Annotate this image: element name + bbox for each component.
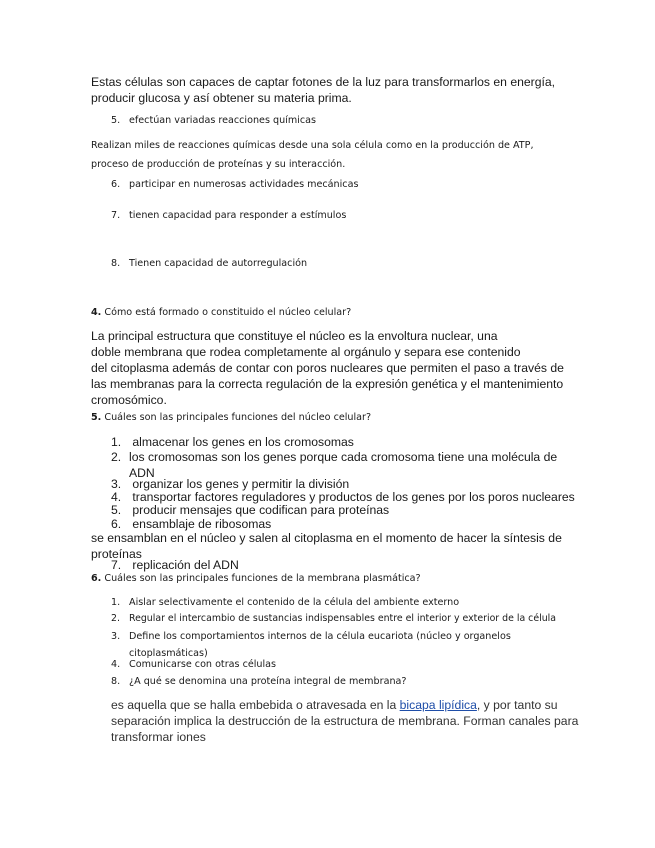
answer-line-1 (111, 697, 578, 713)
answer-line: cromosómico. (91, 393, 167, 407)
question-number: 5. (91, 412, 102, 423)
list-item-text: producir mensajes que codifican para proteínas (129, 503, 390, 517)
answer-line-3: transformar iones (111, 730, 206, 744)
list-item-text: Aislar selectivamente el contenido de la célula del ambiente externo (129, 597, 460, 608)
list-item (111, 557, 239, 573)
question-number: 4. (91, 307, 102, 318)
answer-text: , y por tanto su (476, 698, 558, 712)
list-item (111, 613, 556, 624)
list-item-number: 5. (111, 503, 122, 517)
list-item-text: replicación del ADN (129, 558, 239, 572)
intro-paragraph (91, 74, 555, 106)
list-item-number: 3. (111, 477, 122, 491)
list-item-number: 4. (111, 490, 122, 504)
answer-line-2: separación implica la destrucción de la estructura de membrana. Forman canales para (111, 714, 579, 728)
list-item-continuation: citoplasmáticas) (129, 648, 208, 659)
list-item-continuation: ADN (129, 466, 155, 480)
bicapa-lipidica-link[interactable]: bicapa lipídica (399, 698, 477, 712)
list-item-text: efectúan variadas reacciones químicas (129, 115, 316, 126)
list-item-text: ¿A qué se denomina una proteína integral de membrana? (129, 676, 407, 687)
question-6-heading (91, 573, 421, 584)
note-line-2: proteínas (91, 547, 142, 561)
list-item-text: los cromosomas son los genes porque cada cromosoma tiene una molécula de (129, 450, 558, 464)
list-item-text: participar en numerosas actividades mecánicas (129, 179, 359, 190)
list-item-number: 2. (111, 450, 122, 464)
list-item-number: 7. (111, 210, 121, 221)
question-8-answer (111, 697, 578, 745)
list-item-text: organizar los genes y permitir la división (129, 477, 350, 491)
list-item (111, 597, 459, 608)
question-text: Cuáles son las principales funciones de la membrana plasmática? (104, 573, 421, 584)
list-item (111, 628, 511, 662)
question-text: Cómo está formado o constituido el núcleo celular? (104, 307, 352, 318)
atp-paragraph (91, 136, 534, 174)
list-item-number: 1. (111, 435, 122, 449)
intro-line-2: producir glucosa y así obtener su materia prima. (91, 91, 352, 105)
question-4-answer (91, 328, 564, 408)
list-item-number: 8. (111, 676, 121, 687)
list-item (111, 210, 346, 221)
list-item-number: 7. (111, 558, 122, 572)
list-item-text: Define los comportamientos internos de la célula eucariota (núcleo y organelos (129, 631, 511, 642)
list-item (111, 179, 358, 190)
question-number: 6. (91, 573, 102, 584)
list-item-number: 1. (111, 597, 121, 608)
answer-text: es aquella que se halla embebida o atravesada en la (111, 698, 400, 712)
list-item-text: Tienen capacidad de autorregulación (129, 258, 308, 269)
answer-line: doble membrana que rodea completamente al orgánulo y separa ese contenido (91, 345, 521, 359)
question-4-heading (91, 307, 351, 318)
question-5-heading (91, 412, 371, 423)
list-item-number: 8. (111, 258, 121, 269)
note-line-1: se ensamblan en el núcleo y salen al citoplasma en el momento de hacer la síntesis de (91, 531, 562, 545)
list-item-number: 4. (111, 659, 121, 670)
list-item-number: 2. (111, 613, 120, 624)
list-item (111, 115, 316, 126)
list-item-number: 6. (111, 179, 121, 190)
answer-line: del citoplasma además de contar con poros nucleares que permiten el paso a través de (91, 361, 564, 375)
atp-line-2: proceso de producción de proteínas y su interacción. (91, 159, 346, 170)
list-item (111, 434, 354, 450)
question-text: Cuáles son las principales funciones del núcleo celular? (104, 412, 372, 423)
list-item-text: transportar factores reguladores y productos de los genes por los poros nucleares (129, 490, 575, 504)
list-item-text: Regular el intercambio de sustancias indispensables entre el interior y exterior de la célula (129, 613, 556, 624)
list-item-number: 6. (111, 517, 122, 531)
intro-line-1: Estas células son capaces de captar fotones de la luz para transformarlos en energía, (91, 75, 556, 89)
list-item-text: almacenar los genes en los cromosomas (129, 435, 354, 449)
list-item-text: ensamblaje de ribosomas (129, 517, 272, 531)
list-item (111, 676, 407, 687)
list-item-text: Comunicarse con otras células (129, 659, 277, 670)
list-item (111, 659, 276, 670)
list-item (111, 258, 307, 269)
list-item-number: 5. (111, 115, 121, 126)
atp-line-1: Realizan miles de reacciones químicas desde una sola célula como en la producción de ATP, (91, 140, 534, 151)
answer-line: La principal estructura que constituye el núcleo es la envoltura nuclear, una (91, 329, 498, 343)
list-item-text: tienen capacidad para responder a estímulos (129, 210, 347, 221)
answer-line: las membranas para la correcta regulación de la expresión genética y el mantenimiento (91, 377, 564, 391)
list-item-number: 3. (111, 631, 121, 642)
